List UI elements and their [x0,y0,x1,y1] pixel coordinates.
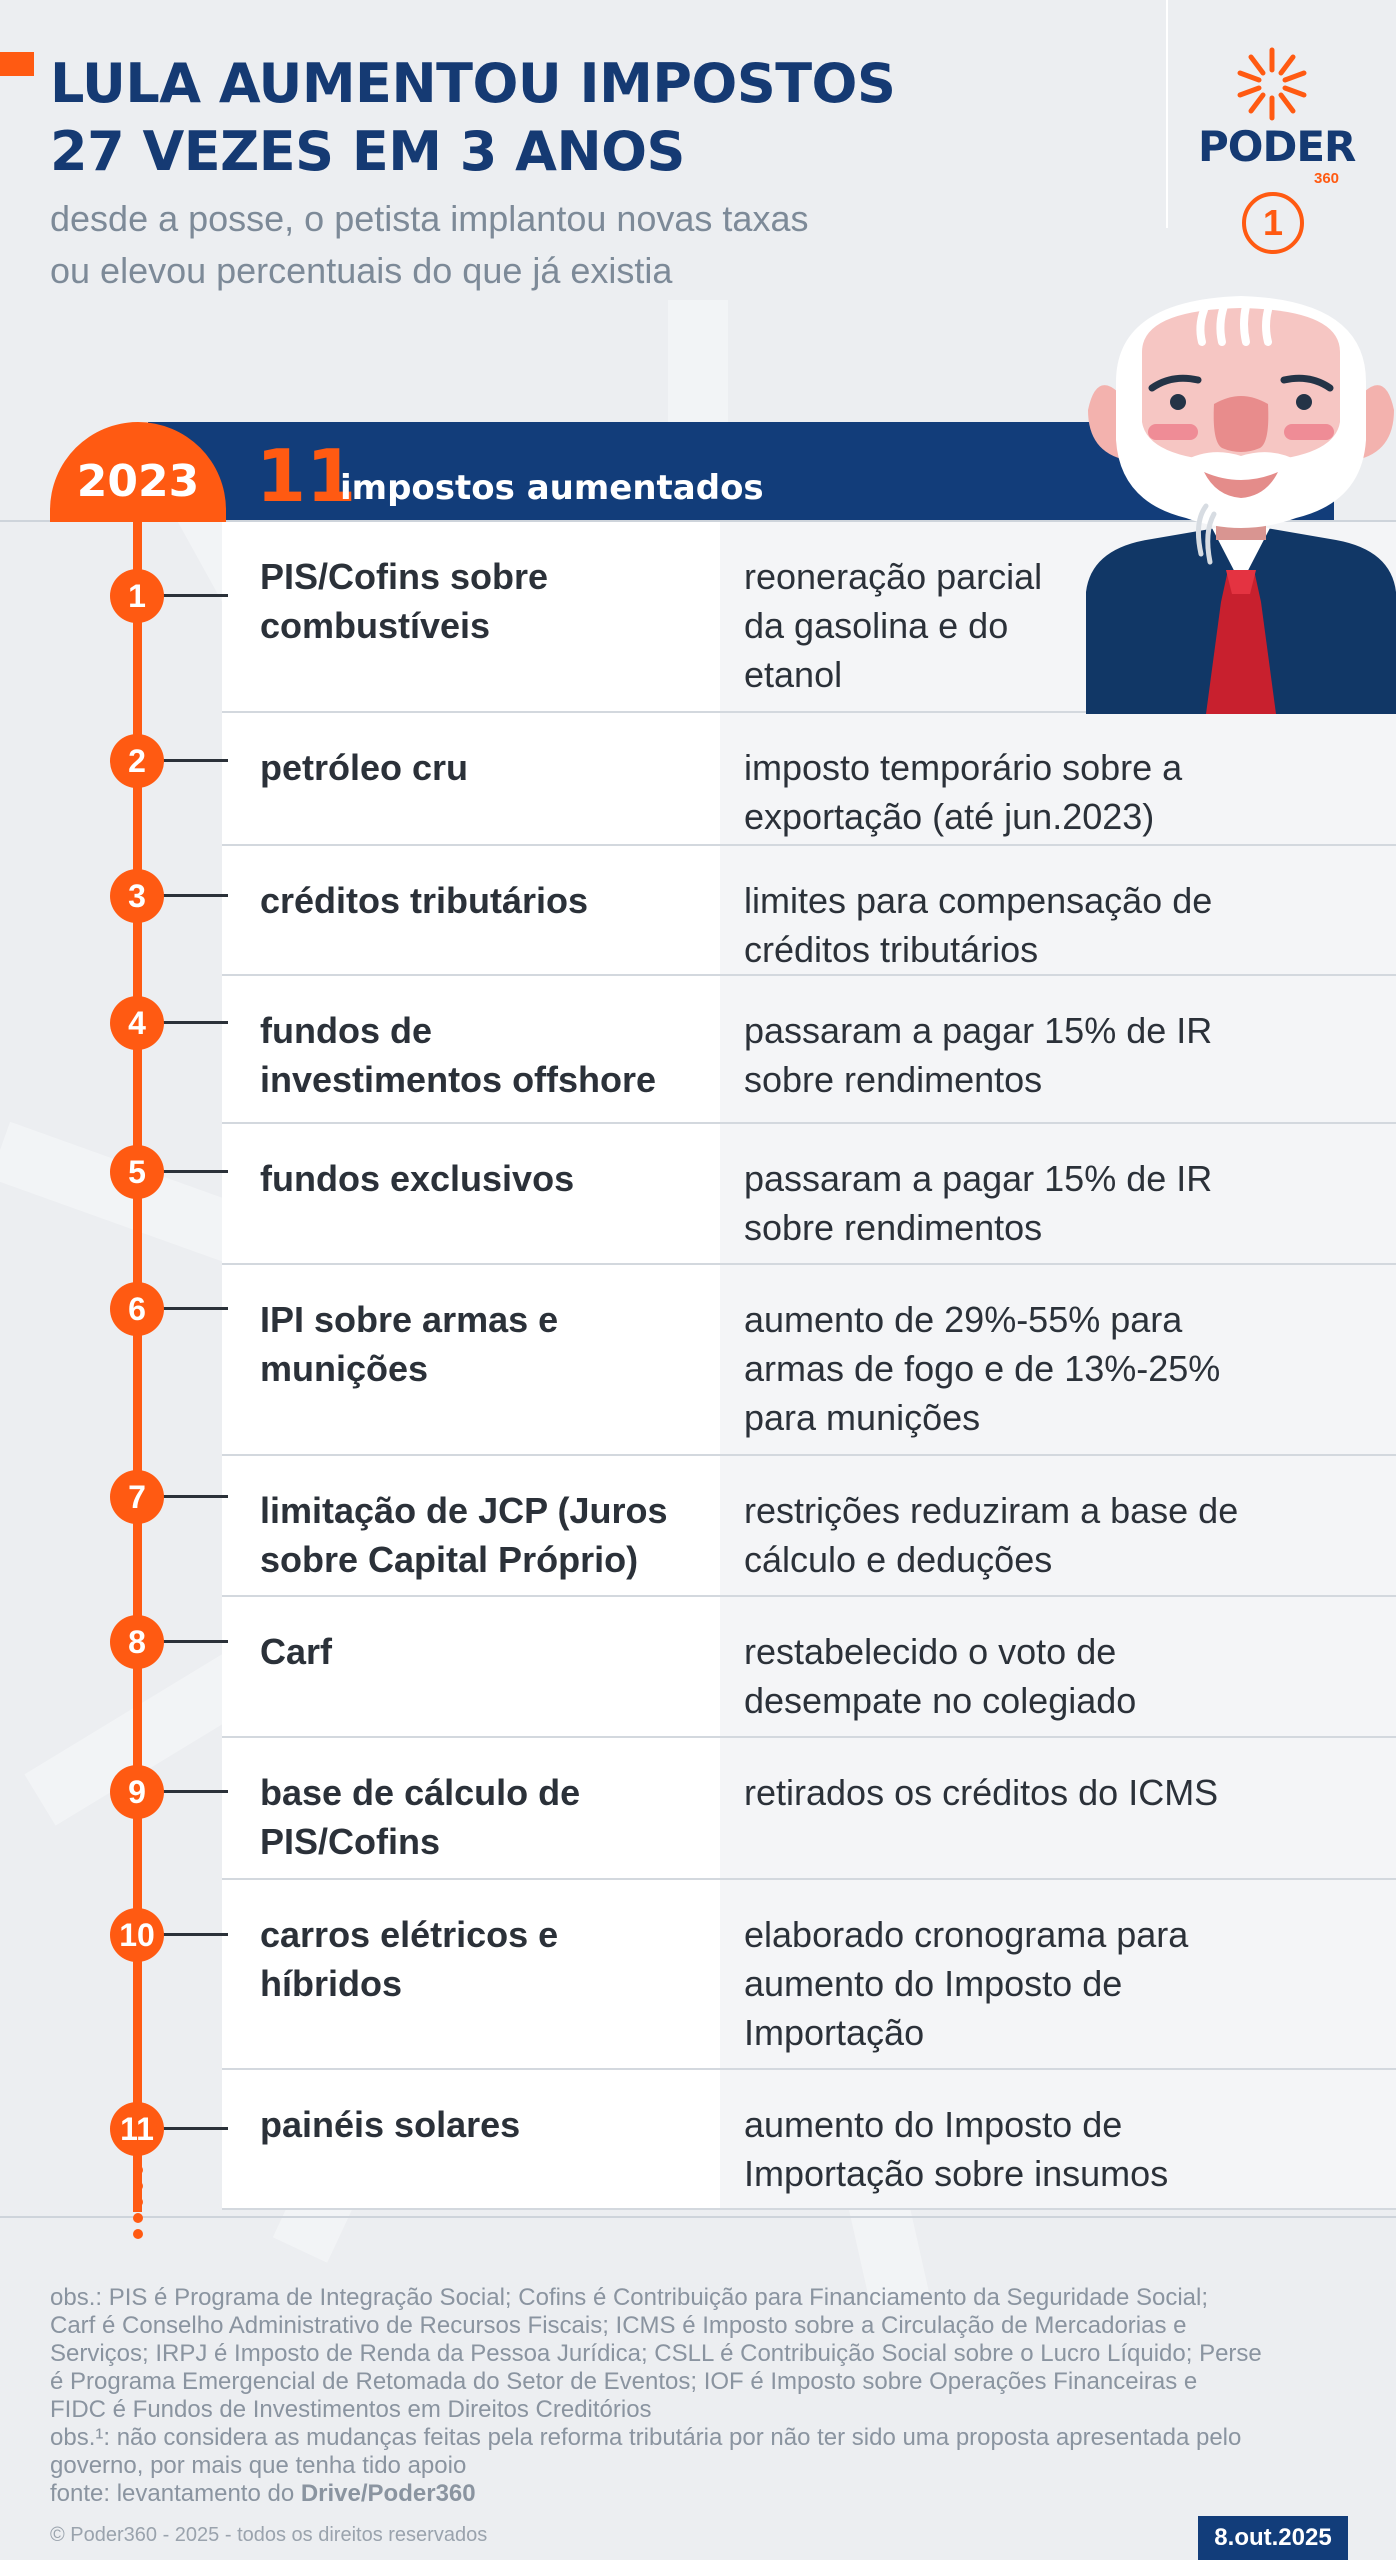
tax-description: reoneração parcial da gasolina e do etanol [720,522,1396,711]
item-number-9: 9 [110,1765,164,1819]
accent-mark [0,52,34,76]
sunburst-icon [1234,46,1310,122]
footnote-line: obs.¹: não considera as mudanças feitas pela reforma tributária por não ter sido uma proposta apresentada pelo [50,2424,1242,2451]
footnotes [50,2284,1360,2508]
table-row [222,1456,1396,1597]
item-number-3: 3 [110,869,164,923]
item-number-8: 8 [110,1615,164,1669]
tax-count-label: impostos aumentados [340,468,764,508]
subtitle-line-2: ou elevou percentuais do que já existia [50,250,673,291]
tax-name: créditos tributários [222,846,720,974]
copyright: © Poder360 - 2025 - todos os direitos reservados [50,2524,488,2546]
item-number-2: 2 [110,734,164,788]
source-name: Drive/Poder360 [300,2480,476,2507]
tax-description: elaborado cronograma para aumento do Imposto de Importação [720,1880,1396,2068]
logo-suffix: 360 [1314,170,1340,187]
page-title [50,50,1090,186]
item-number-5: 5 [110,1145,164,1199]
tax-description: limites para compensação de créditos tributários [720,846,1396,974]
tax-description: imposto temporário sobre a exportação (até jun.2023) [720,713,1396,844]
table-row [222,976,1396,1124]
tax-name: IPI sobre armas e munições [222,1265,720,1454]
source-prefix: fonte: levantamento do [50,2480,301,2507]
tax-name: petróleo cru [222,713,720,844]
item-number-1: 1 [110,569,164,623]
table-bottom-line [0,2216,1396,2218]
year-badge: 2023 [50,422,226,522]
caricature-portrait [1086,292,1396,714]
tax-name: limitação de JCP (Juros sobre Capital Próprio) [222,1456,720,1595]
tax-description: passaram a pagar 15% de IR sobre rendimentos [720,1124,1396,1263]
footnote-line: Carf é Conselho Administrativo de Recursos Fiscais; ICMS é Imposto sobre a Circulação de Mercadorias e [50,2312,1187,2339]
table-row [222,713,1396,846]
tax-description: passaram a pagar 15% de IR sobre rendimentos [720,976,1396,1122]
tax-table [222,522,1396,2210]
footnote-line: obs.: PIS é Programa de Integração Social; Cofins é Contribuição para Financiamento da Seguridade Social; [50,2284,1208,2311]
table-row [222,846,1396,976]
header-divider [1166,0,1168,228]
tax-name: base de cálculo de PIS/Cofins [222,1738,720,1878]
table-row [222,1880,1396,2070]
subtitle-line-1: desde a posse, o petista implantou novas taxas [50,198,809,239]
source-line [50,2480,1360,2508]
poder360-logo [1190,46,1370,256]
tax-description: restabelecido o voto de desempate no colegiado [720,1597,1396,1736]
footnote-line: FIDC é Fundos de Investimentos em Direitos Creditórios [50,2396,652,2423]
tax-name: painéis solares [222,2070,720,2208]
title-line-1: LULA AUMENTOU IMPOSTOS [50,52,896,115]
tax-count: 11 [256,434,357,518]
tax-description: retirados os créditos do ICMS [720,1738,1396,1878]
item-number-7: 7 [110,1470,164,1524]
tax-name: Carf [222,1597,720,1736]
table-row [222,1738,1396,1880]
item-number-10: 10 [110,1908,164,1962]
tax-name: carros elétricos e híbridos [222,1880,720,2068]
item-number-6: 6 [110,1282,164,1336]
page-subtitle [50,193,1090,297]
footnote-line: é Programa Emergencial de Retomada do Setor de Eventos; IOF é Imposto sobre Operações Financeiras e [50,2368,1198,2395]
item-number-11: 11 [110,2102,164,2156]
title-line-2: 27 VEZES EM 3 ANOS [50,120,685,183]
table-row [222,1124,1396,1265]
footnote-line: Serviços; IRPJ é Imposto de Renda da Pessoa Jurídica; CSLL é Contribuição Social sobre o Lucro Líquido; Perse [50,2340,1262,2367]
date-badge: 8.out.2025 [1198,2516,1348,2560]
timeline-continuation-dots [131,2162,145,2242]
tax-description: aumento de 29%-55% para armas de fogo e de 13%-25% para munições [720,1265,1396,1454]
tax-name: PIS/Cofins sobre combustíveis [222,522,720,711]
footnote-line: governo, por mais que tenha tido apoio [50,2452,467,2479]
logo-wordmark: PODER [1198,122,1356,171]
tax-description: aumento do Imposto de Importação sobre insumos [720,2070,1396,2208]
table-row [222,2070,1396,2210]
table-row [222,1265,1396,1456]
tax-name: fundos exclusivos [222,1124,720,1263]
table-row [222,1597,1396,1738]
tax-description: restrições reduziram a base de cálculo e deduções [720,1456,1396,1595]
item-number-4: 4 [110,996,164,1050]
tax-name: fundos de investimentos offshore [222,976,720,1122]
page-number-badge: 1 [1242,192,1304,254]
